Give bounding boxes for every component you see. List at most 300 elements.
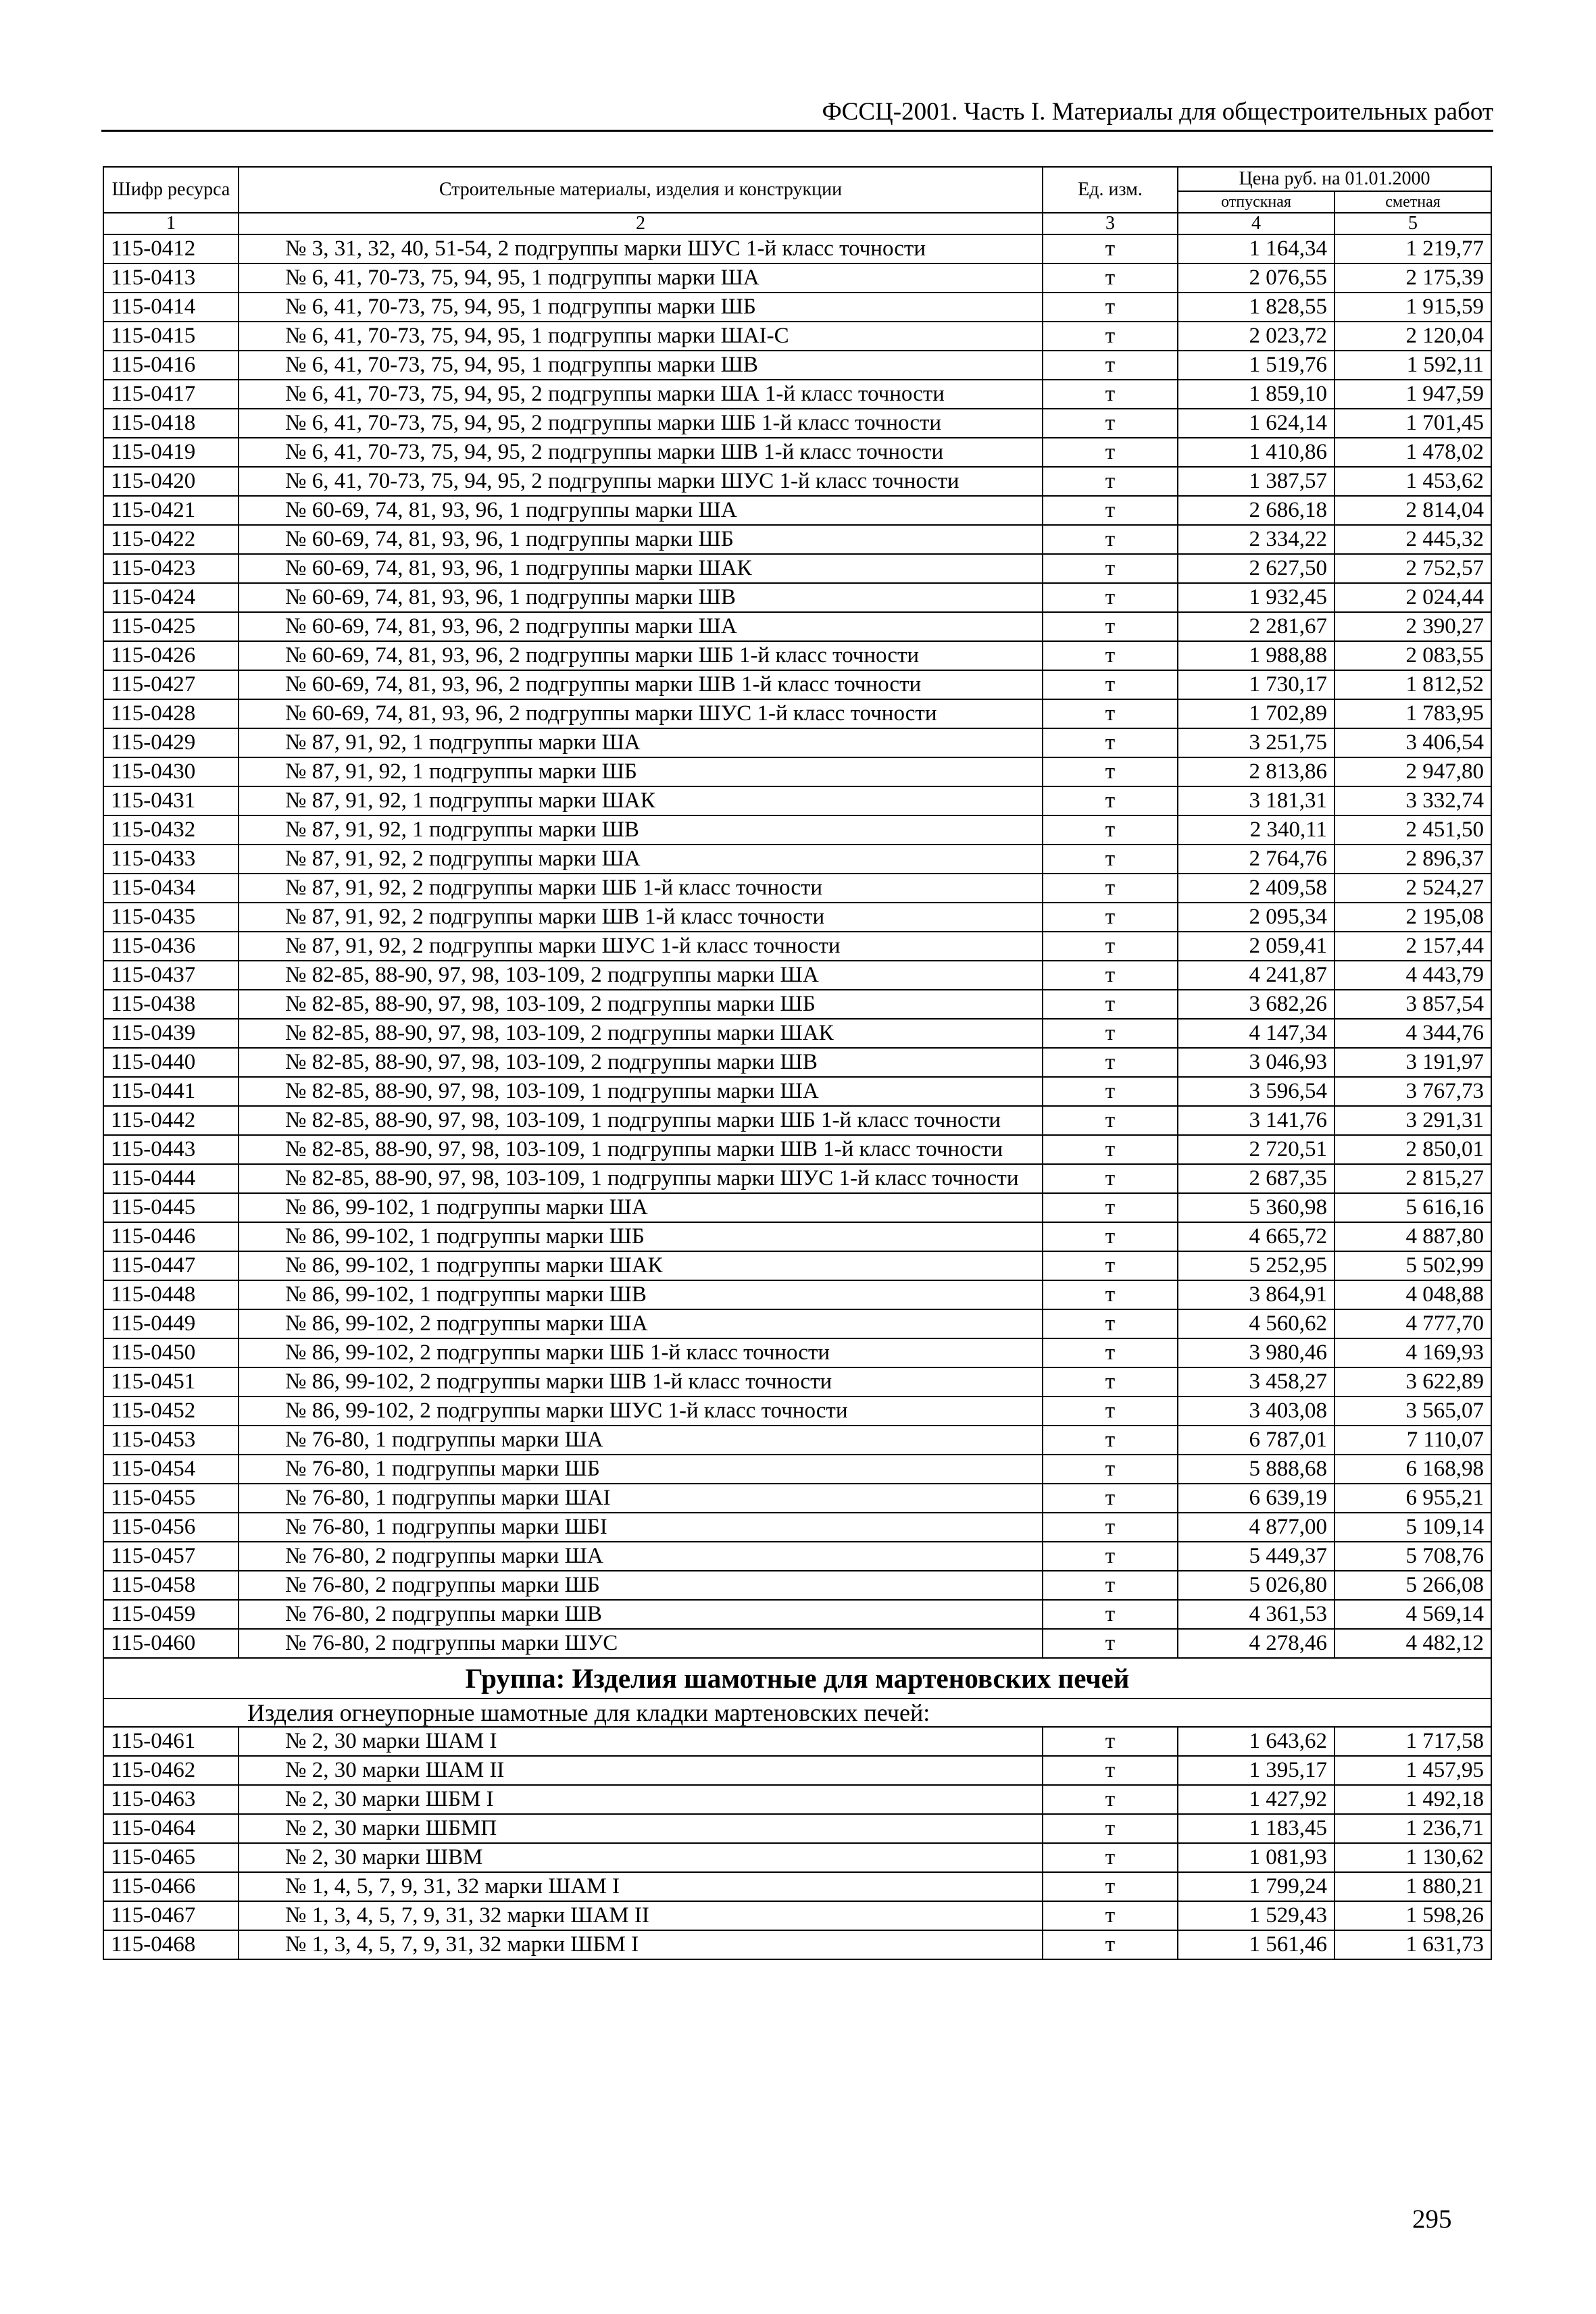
resource-code: 115-0413 <box>103 263 239 293</box>
resource-code: 115-0458 <box>103 1571 239 1600</box>
unit-cell: т <box>1043 1106 1178 1135</box>
unit-cell: т <box>1043 1367 1178 1397</box>
table-row <box>103 525 1491 554</box>
material-name: № 1, 3, 4, 5, 7, 9, 31, 32 марки ШБМ I <box>239 1930 1043 1959</box>
resource-code: 115-0432 <box>103 815 239 845</box>
release-price: 1 730,17 <box>1178 670 1335 699</box>
estimate-price: 2 524,27 <box>1335 874 1491 903</box>
release-price: 2 334,22 <box>1178 525 1335 554</box>
unit-cell: т <box>1043 1338 1178 1367</box>
table-row <box>103 1251 1491 1280</box>
unit-cell: т <box>1043 699 1178 728</box>
estimate-price: 5 708,76 <box>1335 1542 1491 1571</box>
table-row <box>103 699 1491 728</box>
estimate-price: 3 767,73 <box>1335 1077 1491 1106</box>
unit-cell: т <box>1043 1309 1178 1338</box>
unit-cell: т <box>1043 1164 1178 1193</box>
unit-cell: т <box>1043 409 1178 438</box>
group-title-row <box>103 1658 1491 1699</box>
unit-cell: т <box>1043 1600 1178 1629</box>
estimate-price: 1 130,62 <box>1335 1843 1491 1872</box>
resource-code: 115-0425 <box>103 612 239 641</box>
material-name: № 87, 91, 92, 1 подгруппы марки ШВ <box>239 815 1043 845</box>
estimate-price: 1 236,71 <box>1335 1814 1491 1843</box>
unit-cell: т <box>1043 1426 1178 1455</box>
unit-cell: т <box>1043 903 1178 932</box>
material-name: № 86, 99-102, 2 подгруппы марки ША <box>239 1309 1043 1338</box>
estimate-price: 4 569,14 <box>1335 1600 1491 1629</box>
unit-cell: т <box>1043 525 1178 554</box>
material-name: № 60-69, 74, 81, 93, 96, 2 подгруппы марки ШУС 1-й класс точности <box>239 699 1043 728</box>
header-code: Шифр ресурса <box>103 167 239 213</box>
table-row <box>103 903 1491 932</box>
material-name: № 76-80, 1 подгруппы марки ША <box>239 1426 1043 1455</box>
estimate-price: 5 502,99 <box>1335 1251 1491 1280</box>
estimate-price: 2 815,27 <box>1335 1164 1491 1193</box>
release-price: 2 720,51 <box>1178 1135 1335 1164</box>
resource-code: 115-0438 <box>103 990 239 1019</box>
resource-code: 115-0463 <box>103 1785 239 1814</box>
table-row <box>103 641 1491 670</box>
estimate-price: 4 443,79 <box>1335 961 1491 990</box>
material-name: № 87, 91, 92, 2 подгруппы марки ШБ 1-й класс точности <box>239 874 1043 903</box>
release-price: 6 787,01 <box>1178 1426 1335 1455</box>
material-name: № 6, 41, 70-73, 75, 94, 95, 2 подгруппы марки ШБ 1-й класс точности <box>239 409 1043 438</box>
estimate-price: 6 955,21 <box>1335 1484 1491 1513</box>
resource-code: 115-0423 <box>103 554 239 583</box>
unit-cell: т <box>1043 1513 1178 1542</box>
table-row <box>103 322 1491 351</box>
resource-code: 115-0421 <box>103 496 239 525</box>
resource-code: 115-0439 <box>103 1019 239 1048</box>
release-price: 2 764,76 <box>1178 845 1335 874</box>
estimate-price: 1 592,11 <box>1335 351 1491 380</box>
unit-cell: т <box>1043 1455 1178 1484</box>
estimate-price: 1 812,52 <box>1335 670 1491 699</box>
release-price: 6 639,19 <box>1178 1484 1335 1513</box>
material-name: № 6, 41, 70-73, 75, 94, 95, 2 подгруппы марки ША 1-й класс точности <box>239 380 1043 409</box>
estimate-price: 2 896,37 <box>1335 845 1491 874</box>
release-price: 3 403,08 <box>1178 1397 1335 1426</box>
resource-code: 115-0447 <box>103 1251 239 1280</box>
table-row <box>103 757 1491 786</box>
unit-cell: т <box>1043 845 1178 874</box>
release-price: 2 281,67 <box>1178 612 1335 641</box>
release-price: 2 686,18 <box>1178 496 1335 525</box>
estimate-price: 1 453,62 <box>1335 467 1491 496</box>
material-name: № 82-85, 88-90, 97, 98, 103-109, 2 подгруппы марки ША <box>239 961 1043 990</box>
estimate-price: 4 482,12 <box>1335 1629 1491 1658</box>
table-row <box>103 670 1491 699</box>
material-name: № 82-85, 88-90, 97, 98, 103-109, 1 подгруппы марки ШВ 1-й класс точности <box>239 1135 1043 1164</box>
column-number: 5 <box>1335 213 1491 234</box>
material-name: № 6, 41, 70-73, 75, 94, 95, 2 подгруппы марки ШВ 1-й класс точности <box>239 438 1043 467</box>
estimate-price: 7 110,07 <box>1335 1426 1491 1455</box>
table-row <box>103 1814 1491 1843</box>
column-number: 1 <box>103 213 239 234</box>
estimate-price: 1 478,02 <box>1335 438 1491 467</box>
unit-cell: т <box>1043 1280 1178 1309</box>
table-row <box>103 1106 1491 1135</box>
unit-cell: т <box>1043 1397 1178 1426</box>
table-row <box>103 961 1491 990</box>
material-name: № 1, 3, 4, 5, 7, 9, 31, 32 марки ШАМ II <box>239 1901 1043 1930</box>
release-price: 3 596,54 <box>1178 1077 1335 1106</box>
material-name: № 60-69, 74, 81, 93, 96, 2 подгруппы марки ША <box>239 612 1043 641</box>
release-price: 1 932,45 <box>1178 583 1335 612</box>
page-number: 295 <box>1412 2205 1452 2234</box>
material-name: № 82-85, 88-90, 97, 98, 103-109, 2 подгруппы марки ШВ <box>239 1048 1043 1077</box>
material-name: № 2, 30 марки ШБМП <box>239 1814 1043 1843</box>
release-price: 1 519,76 <box>1178 351 1335 380</box>
material-name: № 82-85, 88-90, 97, 98, 103-109, 1 подгруппы марки ШУС 1-й класс точности <box>239 1164 1043 1193</box>
resource-code: 115-0453 <box>103 1426 239 1455</box>
resource-code: 115-0454 <box>103 1455 239 1484</box>
material-name: № 60-69, 74, 81, 93, 96, 2 подгруппы марки ШБ 1-й класс точности <box>239 641 1043 670</box>
release-price: 3 046,93 <box>1178 1048 1335 1077</box>
table-row <box>103 845 1491 874</box>
table-row <box>103 1785 1491 1814</box>
resource-code: 115-0420 <box>103 467 239 496</box>
release-price: 2 059,41 <box>1178 932 1335 961</box>
estimate-price: 2 120,04 <box>1335 322 1491 351</box>
table-row <box>103 467 1491 496</box>
material-name: № 2, 30 марки ШАМ I <box>239 1727 1043 1756</box>
release-price: 4 147,34 <box>1178 1019 1335 1048</box>
estimate-price: 4 887,80 <box>1335 1222 1491 1251</box>
header-name: Строительные материалы, изделия и конструкции <box>239 167 1043 213</box>
resource-code: 115-0429 <box>103 728 239 757</box>
unit-cell: т <box>1043 1814 1178 1843</box>
release-price: 1 859,10 <box>1178 380 1335 409</box>
estimate-price: 2 445,32 <box>1335 525 1491 554</box>
table-row <box>103 438 1491 467</box>
release-price: 4 361,53 <box>1178 1600 1335 1629</box>
estimate-price: 1 631,73 <box>1335 1930 1491 1959</box>
material-name: № 87, 91, 92, 1 подгруппы марки ШАК <box>239 786 1043 815</box>
release-price: 5 360,98 <box>1178 1193 1335 1222</box>
release-price: 3 682,26 <box>1178 990 1335 1019</box>
estimate-price: 3 291,31 <box>1335 1106 1491 1135</box>
header-rule <box>101 130 1493 132</box>
resource-code: 115-0418 <box>103 409 239 438</box>
unit-cell: т <box>1043 554 1178 583</box>
resource-code: 115-0414 <box>103 293 239 322</box>
unit-cell: т <box>1043 1756 1178 1785</box>
release-price: 3 181,31 <box>1178 786 1335 815</box>
unit-cell: т <box>1043 670 1178 699</box>
unit-cell: т <box>1043 612 1178 641</box>
table-row <box>103 1164 1491 1193</box>
resource-code: 115-0424 <box>103 583 239 612</box>
unit-cell: т <box>1043 874 1178 903</box>
material-name: № 87, 91, 92, 2 подгруппы марки ШВ 1-й класс точности <box>239 903 1043 932</box>
unit-cell: т <box>1043 1019 1178 1048</box>
table-row <box>103 1193 1491 1222</box>
column-number: 4 <box>1178 213 1335 234</box>
material-name: № 3, 31, 32, 40, 51-54, 2 подгруппы марки ШУС 1-й класс точности <box>239 234 1043 263</box>
resource-code: 115-0442 <box>103 1106 239 1135</box>
column-number: 3 <box>1043 213 1178 234</box>
unit-cell: т <box>1043 1727 1178 1756</box>
table-row <box>103 1135 1491 1164</box>
unit-cell: т <box>1043 583 1178 612</box>
resource-code: 115-0449 <box>103 1309 239 1338</box>
estimate-price: 3 565,07 <box>1335 1397 1491 1426</box>
estimate-price: 3 332,74 <box>1335 786 1491 815</box>
resource-code: 115-0448 <box>103 1280 239 1309</box>
release-price: 5 888,68 <box>1178 1455 1335 1484</box>
header-unit: Ед. изм. <box>1043 167 1178 213</box>
unit-cell: т <box>1043 1251 1178 1280</box>
unit-cell: т <box>1043 1193 1178 1222</box>
unit-cell: т <box>1043 1571 1178 1600</box>
header-release-price: отпускная <box>1178 191 1335 213</box>
release-price: 4 877,00 <box>1178 1513 1335 1542</box>
table-row <box>103 1600 1491 1629</box>
material-name: № 76-80, 2 подгруппы марки ШВ <box>239 1600 1043 1629</box>
resource-code: 115-0459 <box>103 1600 239 1629</box>
resource-code: 115-0428 <box>103 699 239 728</box>
material-name: № 60-69, 74, 81, 93, 96, 1 подгруппы марки ШБ <box>239 525 1043 554</box>
estimate-price: 4 169,93 <box>1335 1338 1491 1367</box>
unit-cell: т <box>1043 293 1178 322</box>
release-price: 1 387,57 <box>1178 467 1335 496</box>
estimate-price: 1 219,77 <box>1335 234 1491 263</box>
resource-code: 115-0435 <box>103 903 239 932</box>
resource-code: 115-0427 <box>103 670 239 699</box>
column-number: 2 <box>239 213 1043 234</box>
table-row <box>103 932 1491 961</box>
unit-cell: т <box>1043 1930 1178 1959</box>
unit-cell: т <box>1043 641 1178 670</box>
unit-cell: т <box>1043 932 1178 961</box>
unit-cell: т <box>1043 815 1178 845</box>
unit-cell: т <box>1043 728 1178 757</box>
estimate-price: 2 850,01 <box>1335 1135 1491 1164</box>
table-row <box>103 1843 1491 1872</box>
estimate-price: 1 915,59 <box>1335 293 1491 322</box>
release-price: 1 081,93 <box>1178 1843 1335 1872</box>
table-row <box>103 1309 1491 1338</box>
estimate-price: 2 083,55 <box>1335 641 1491 670</box>
release-price: 1 702,89 <box>1178 699 1335 728</box>
resource-code: 115-0465 <box>103 1843 239 1872</box>
release-price: 4 665,72 <box>1178 1222 1335 1251</box>
unit-cell: т <box>1043 1629 1178 1658</box>
subgroup-title-row <box>103 1699 1491 1727</box>
material-name: № 60-69, 74, 81, 93, 96, 1 подгруппы марки ША <box>239 496 1043 525</box>
table-row <box>103 351 1491 380</box>
material-name: № 60-69, 74, 81, 93, 96, 1 подгруппы марки ШВ <box>239 583 1043 612</box>
release-price: 2 687,35 <box>1178 1164 1335 1193</box>
estimate-price: 3 857,54 <box>1335 990 1491 1019</box>
resource-code: 115-0430 <box>103 757 239 786</box>
resource-code: 115-0431 <box>103 786 239 815</box>
release-price: 5 026,80 <box>1178 1571 1335 1600</box>
resource-code: 115-0444 <box>103 1164 239 1193</box>
table-row <box>103 1484 1491 1513</box>
resource-code: 115-0441 <box>103 1077 239 1106</box>
resource-code: 115-0462 <box>103 1756 239 1785</box>
material-name: № 60-69, 74, 81, 93, 96, 1 подгруппы марки ШАК <box>239 554 1043 583</box>
material-name: № 6, 41, 70-73, 75, 94, 95, 1 подгруппы марки ШАІ-С <box>239 322 1043 351</box>
release-price: 1 164,34 <box>1178 234 1335 263</box>
material-name: № 60-69, 74, 81, 93, 96, 2 подгруппы марки ШВ 1-й класс точности <box>239 670 1043 699</box>
unit-cell: т <box>1043 1048 1178 1077</box>
estimate-price: 2 175,39 <box>1335 263 1491 293</box>
table-row <box>103 1872 1491 1901</box>
table-row <box>103 1727 1491 1756</box>
resource-code: 115-0466 <box>103 1872 239 1901</box>
release-price: 4 278,46 <box>1178 1629 1335 1658</box>
release-price: 2 409,58 <box>1178 874 1335 903</box>
material-name: № 6, 41, 70-73, 75, 94, 95, 2 подгруппы марки ШУС 1-й класс точности <box>239 467 1043 496</box>
material-name: № 2, 30 марки ШБМ I <box>239 1785 1043 1814</box>
resource-code: 115-0436 <box>103 932 239 961</box>
table-header-row <box>103 167 1491 191</box>
estimate-price: 2 752,57 <box>1335 554 1491 583</box>
table-row <box>103 1077 1491 1106</box>
unit-cell: т <box>1043 438 1178 467</box>
resource-code: 115-0451 <box>103 1367 239 1397</box>
resource-code: 115-0433 <box>103 845 239 874</box>
table-row <box>103 786 1491 815</box>
table-row <box>103 1901 1491 1930</box>
material-name: № 87, 91, 92, 1 подгруппы марки ША <box>239 728 1043 757</box>
estimate-price: 1 598,26 <box>1335 1901 1491 1930</box>
resource-code: 115-0412 <box>103 234 239 263</box>
unit-cell: т <box>1043 990 1178 1019</box>
release-price: 1 183,45 <box>1178 1814 1335 1843</box>
release-price: 1 395,17 <box>1178 1756 1335 1785</box>
estimate-price: 4 344,76 <box>1335 1019 1491 1048</box>
table-row <box>103 380 1491 409</box>
resource-code: 115-0422 <box>103 525 239 554</box>
table-row <box>103 409 1491 438</box>
table-row <box>103 1629 1491 1658</box>
estimate-price: 3 406,54 <box>1335 728 1491 757</box>
table-row <box>103 1513 1491 1542</box>
material-name: № 86, 99-102, 1 подгруппы марки ШАК <box>239 1251 1043 1280</box>
estimate-price: 2 390,27 <box>1335 612 1491 641</box>
material-name: № 76-80, 1 подгруппы марки ШБІ <box>239 1513 1043 1542</box>
resource-code: 115-0443 <box>103 1135 239 1164</box>
subgroup-title: Изделия огнеупорные шамотные для кладки мартеновских печей: <box>103 1699 1491 1727</box>
estimate-price: 5 109,14 <box>1335 1513 1491 1542</box>
release-price: 3 864,91 <box>1178 1280 1335 1309</box>
release-price: 1 529,43 <box>1178 1901 1335 1930</box>
estimate-price: 2 024,44 <box>1335 583 1491 612</box>
unit-cell: т <box>1043 786 1178 815</box>
table-row <box>103 583 1491 612</box>
estimate-price: 1 783,95 <box>1335 699 1491 728</box>
release-price: 3 141,76 <box>1178 1106 1335 1135</box>
resource-code: 115-0426 <box>103 641 239 670</box>
unit-cell: т <box>1043 1135 1178 1164</box>
table-row <box>103 1930 1491 1959</box>
release-price: 2 627,50 <box>1178 554 1335 583</box>
material-name: № 82-85, 88-90, 97, 98, 103-109, 2 подгруппы марки ШБ <box>239 990 1043 1019</box>
release-price: 2 813,86 <box>1178 757 1335 786</box>
unit-cell: т <box>1043 380 1178 409</box>
column-number-row <box>103 213 1491 234</box>
unit-cell: т <box>1043 961 1178 990</box>
unit-cell: т <box>1043 1785 1178 1814</box>
release-price: 1 828,55 <box>1178 293 1335 322</box>
estimate-price: 5 616,16 <box>1335 1193 1491 1222</box>
unit-cell: т <box>1043 263 1178 293</box>
unit-cell: т <box>1043 1077 1178 1106</box>
estimate-price: 3 622,89 <box>1335 1367 1491 1397</box>
material-name: № 76-80, 1 подгруппы марки ШБ <box>239 1455 1043 1484</box>
material-name: № 87, 91, 92, 2 подгруппы марки ША <box>239 845 1043 874</box>
unit-cell: т <box>1043 322 1178 351</box>
material-name: № 82-85, 88-90, 97, 98, 103-109, 1 подгруппы марки ШБ 1-й класс точности <box>239 1106 1043 1135</box>
table-row <box>103 728 1491 757</box>
resource-code: 115-0468 <box>103 1930 239 1959</box>
release-price: 1 988,88 <box>1178 641 1335 670</box>
release-price: 2 076,55 <box>1178 263 1335 293</box>
estimate-price: 1 492,18 <box>1335 1785 1491 1814</box>
resource-code: 115-0437 <box>103 961 239 990</box>
resource-code: 115-0446 <box>103 1222 239 1251</box>
table-row <box>103 1222 1491 1251</box>
estimate-price: 2 814,04 <box>1335 496 1491 525</box>
material-name: № 86, 99-102, 1 подгруппы марки ШВ <box>239 1280 1043 1309</box>
material-name: № 76-80, 2 подгруппы марки ШБ <box>239 1571 1043 1600</box>
resource-code: 115-0419 <box>103 438 239 467</box>
unit-cell: т <box>1043 467 1178 496</box>
table-row <box>103 1542 1491 1571</box>
table-row <box>103 1367 1491 1397</box>
estimate-price: 5 266,08 <box>1335 1571 1491 1600</box>
material-name: № 87, 91, 92, 2 подгруппы марки ШУС 1-й класс точности <box>239 932 1043 961</box>
table-row <box>103 1397 1491 1426</box>
estimate-price: 1 947,59 <box>1335 380 1491 409</box>
table-row <box>103 1571 1491 1600</box>
unit-cell: т <box>1043 496 1178 525</box>
resource-code: 115-0457 <box>103 1542 239 1571</box>
resource-code: 115-0464 <box>103 1814 239 1843</box>
resource-code: 115-0417 <box>103 380 239 409</box>
table-row <box>103 612 1491 641</box>
release-price: 1 643,62 <box>1178 1727 1335 1756</box>
table-row <box>103 293 1491 322</box>
table-row <box>103 1048 1491 1077</box>
release-price: 2 340,11 <box>1178 815 1335 845</box>
release-price: 1 410,86 <box>1178 438 1335 467</box>
release-price: 5 449,37 <box>1178 1542 1335 1571</box>
resource-code: 115-0445 <box>103 1193 239 1222</box>
resource-code: 115-0460 <box>103 1629 239 1658</box>
resource-code: 115-0440 <box>103 1048 239 1077</box>
release-price: 3 980,46 <box>1178 1338 1335 1367</box>
material-name: № 6, 41, 70-73, 75, 94, 95, 1 подгруппы марки ШВ <box>239 351 1043 380</box>
estimate-price: 2 195,08 <box>1335 903 1491 932</box>
resource-code: 115-0461 <box>103 1727 239 1756</box>
material-name: № 76-80, 2 подгруппы марки ШУС <box>239 1629 1043 1658</box>
table-row <box>103 1455 1491 1484</box>
material-name: № 6, 41, 70-73, 75, 94, 95, 1 подгруппы марки ШБ <box>239 293 1043 322</box>
material-name: № 6, 41, 70-73, 75, 94, 95, 1 подгруппы марки ША <box>239 263 1043 293</box>
unit-cell: т <box>1043 1901 1178 1930</box>
material-name: № 86, 99-102, 1 подгруппы марки ШБ <box>239 1222 1043 1251</box>
table-row <box>103 1280 1491 1309</box>
table-row <box>103 263 1491 293</box>
header-estimate-price: сметная <box>1335 191 1491 213</box>
estimate-price: 1 880,21 <box>1335 1872 1491 1901</box>
